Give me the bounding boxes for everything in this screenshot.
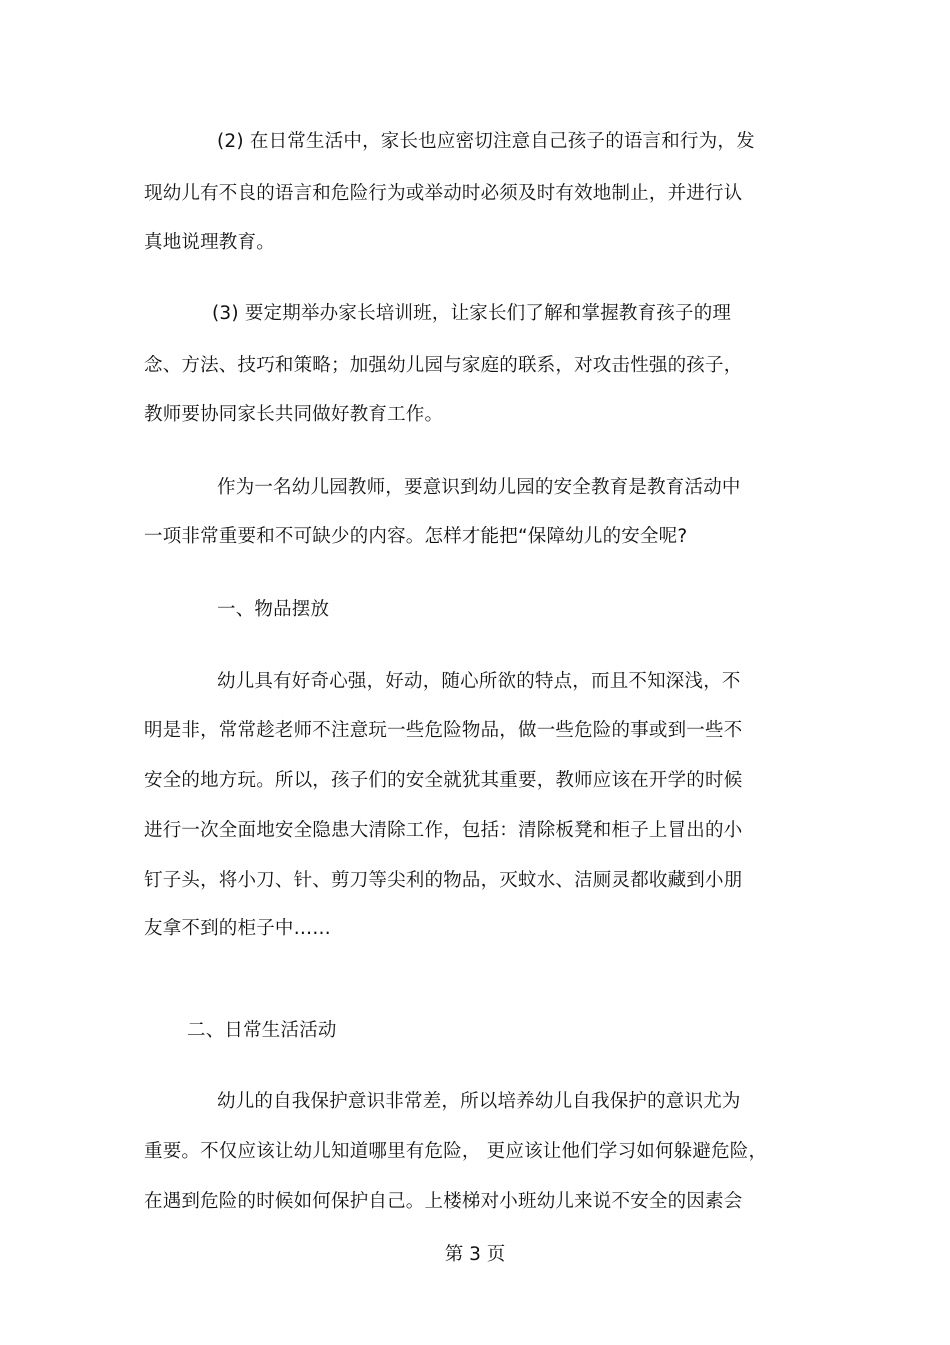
body-2-line-3: 在遇到危险的时候如何保护自己。上楼梯对小班幼儿来说不安全的因素会 <box>144 1191 743 1212</box>
paragraph-2-line-1: (2) 在日常生活中，家长也应密切注意自己孩子的语言和行为，发 <box>217 131 755 152</box>
intro-line-1: 作为一名幼儿园教师，要意识到幼儿园的安全教育是教育活动中 <box>217 477 741 498</box>
section-heading-1: 一、物品摆放 <box>217 599 330 620</box>
paragraph-2-line-3: 真地说理教育。 <box>144 232 275 253</box>
body-1-line-2: 明是非，常常趁老师不注意玩一些危险物品，做一些危险的事或到一些不 <box>144 720 743 741</box>
section-heading-2: 二、日常生活活动 <box>187 1020 337 1041</box>
body-1-line-3: 安全的地方玩。所以，孩子们的安全就犹其重要，教师应该在开学的时候 <box>144 770 743 791</box>
intro-line-2: 一项非常重要和不可缺少的内容。怎样才能把“保障幼儿的安全呢? <box>144 526 688 547</box>
paragraph-3-line-2: 念、方法、技巧和策略；加强幼儿园与家庭的联系，对攻击性强的孩子， <box>144 355 743 376</box>
body-1-line-4: 进行一次全面地安全隐患大清除工作，包括：清除板凳和柜子上冒出的小 <box>144 820 743 841</box>
paragraph-2-line-2: 现幼儿有不良的语言和危险行为或举动时必须及时有效地制止，并进行认 <box>144 183 743 204</box>
paragraph-3-line-1: (3) 要定期举办家长培训班，让家长们了解和掌握教育孩子的理 <box>212 303 732 324</box>
paragraph-3-line-3: 教师要协同家长共同做好教育工作。 <box>144 404 444 425</box>
body-1-line-1: 幼儿具有好奇心强，好动，随心所欲的特点，而且不知深浅，不 <box>217 671 741 692</box>
body-2-line-1: 幼儿的自我保护意识非常差，所以培养幼儿自我保护的意识尤为 <box>217 1091 741 1112</box>
body-1-line-5: 钉子头，将小刀、针、剪刀等尖利的物品，灭蚊水、洁厕灵都收藏到小朋 <box>144 870 743 891</box>
body-1-line-6: 友拿不到的柜子中…… <box>144 918 332 939</box>
body-2-line-2: 重要。不仅应该让幼儿知道哪里有危险， 更应该让他们学习如何躲避危险， <box>144 1141 768 1162</box>
page-number-footer: 第 3 页 <box>444 1244 506 1265</box>
